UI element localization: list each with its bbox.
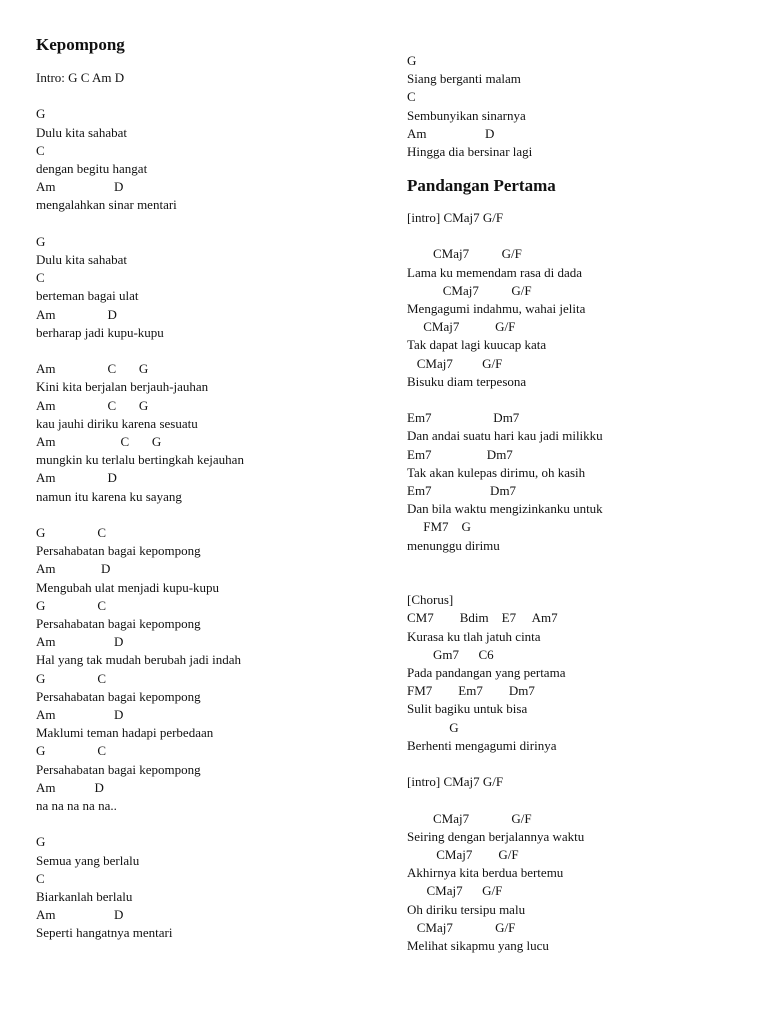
lyric-line: Em7 Dm7	[407, 410, 520, 426]
lyric-line: Am D	[36, 634, 124, 650]
lyric-line: C	[36, 270, 45, 286]
lyric-line: Am D	[36, 470, 117, 486]
lyric-line: Am D	[36, 907, 124, 923]
lyric-line: Dan bila waktu mengizinkanku untuk	[407, 501, 603, 517]
lyric-line: Kurasa ku tlah jatuh cinta	[407, 628, 541, 644]
lyric-line: Am D	[36, 306, 117, 322]
lyric-line: G C	[36, 525, 107, 540]
lyric-line: Seperti hangatnya mentari	[36, 925, 173, 941]
lyric-line: CMaj7 G/F	[407, 883, 503, 899]
lyric-line: Berhenti mengagumi dirinya	[407, 737, 557, 753]
lyric-line: CMaj7 G/F	[407, 847, 519, 862]
lyric-line: C	[36, 142, 45, 158]
lyric-line: kau jauhi diriku karena sesuatu	[36, 415, 198, 431]
lyric-line: G	[36, 233, 46, 249]
lyric-line: Tak dapat lagi kuucap kata	[407, 337, 547, 353]
lyric-line: FM7 Em7 Dm7	[407, 683, 535, 699]
song-title-kepompong: Kepompong	[36, 35, 125, 54]
lyric-line: Am D	[36, 707, 124, 722]
lyric-line: CM7 Bdim E7 Am7	[407, 610, 558, 626]
lyric-line: FM7 G	[407, 519, 471, 535]
lyric-line: Pada pandangan yang pertama	[407, 665, 566, 680]
lyric-line: G	[36, 834, 46, 850]
lyric-line: Em7 Dm7	[407, 446, 513, 462]
lyric-line: Am D	[36, 179, 124, 195]
lyric-line: Sembunyikan sinarnya	[407, 107, 526, 123]
lyric-line: Persahabatan bagai kepompong	[36, 688, 201, 704]
lyric-line: Hingga dia bersinar lagi	[407, 144, 533, 159]
lyric-line: Biarkanlah berlalu	[36, 889, 133, 904]
lyric-line: [Chorus]	[407, 592, 454, 608]
lyric-line: CMaj7 G/F	[407, 810, 532, 826]
lyric-line: na na na na na..	[36, 798, 117, 813]
lyric-line: G C	[36, 670, 107, 686]
lyric-line: Oh diriku tersipu malu	[407, 901, 526, 917]
lyric-line: G	[36, 106, 46, 122]
lyric-line: Persahabatan bagai kepompong	[36, 543, 201, 559]
lyric-line: CMaj7 G/F	[407, 282, 532, 298]
lyric-line: Am D	[36, 779, 104, 795]
lyric-line: Melihat sikapmu yang lucu	[407, 938, 549, 953]
lyric-line: Persahabatan bagai kepompong	[36, 761, 201, 777]
lyric-line: Semua yang berlalu	[36, 852, 140, 868]
lyric-line: mungkin ku terlalu bertingkah kejauhan	[36, 452, 244, 468]
lyric-line: berteman bagai ulat	[36, 288, 139, 304]
lyric-line: Kini kita berjalan berjauh-jauhan	[36, 379, 209, 395]
lyric-line: C	[407, 89, 416, 105]
lyric-line: Hal yang tak mudah berubah jadi indah	[36, 652, 242, 668]
lyric-line: mengalahkan sinar mentari	[36, 197, 177, 213]
lyric-line: namun itu karena ku sayang	[36, 488, 182, 504]
lyric-line: Akhirnya kita berdua bertemu	[407, 865, 564, 881]
lyric-line: Em7 Dm7	[407, 483, 517, 498]
lyric-line: G C	[36, 743, 107, 759]
lyric-line: C	[36, 870, 45, 886]
lyric-line: CMaj7 G/F	[407, 319, 516, 335]
lyric-line: dengan begitu hangat	[36, 161, 148, 176]
lyric-line: CMaj7 G/F	[407, 246, 522, 262]
lyric-line: G	[407, 53, 417, 68]
lyric-line: Tak akan kulepas dirimu, oh kasih	[407, 464, 586, 480]
lyric-line: Intro: G C Am D	[36, 70, 125, 85]
lyric-line: Bisuku diam terpesona	[407, 373, 527, 389]
lyric-line: Am D	[407, 125, 495, 141]
lyric-line: Dulu kita sahabat	[36, 124, 127, 140]
lyric-line: Am C G	[36, 434, 162, 449]
lyric-line: berharap jadi kupu-kupu	[36, 324, 164, 340]
lyric-line: Lama ku memendam rasa di dada	[407, 264, 583, 280]
lyric-line: Persahabatan bagai kepompong	[36, 616, 201, 631]
lyric-line: Sulit bagiku untuk bisa	[407, 701, 528, 717]
song-title-pandangan-pertama: Pandangan Pertama	[407, 176, 556, 195]
lyric-line: Dan andai suatu hari kau jadi milikku	[407, 428, 603, 444]
lyric-line: Siang berganti malam	[407, 71, 521, 87]
lyric-line: CMaj7 G/F	[407, 919, 516, 935]
lyric-line: CMaj7 G/F	[407, 355, 503, 371]
lyric-line: Am D	[36, 561, 111, 577]
lyric-line: [intro] CMaj7 G/F	[407, 774, 504, 790]
lyric-line: Seiring dengan berjalannya waktu	[407, 828, 585, 844]
lyric-line: Mengubah ulat menjadi kupu-kupu	[36, 579, 220, 595]
lyric-line: G C	[36, 597, 107, 613]
lyric-line: Maklumi teman hadapi perbedaan	[36, 725, 214, 741]
lyric-line: G	[407, 719, 459, 735]
lyric-line: Dulu kita sahabat	[36, 252, 127, 267]
lyric-line: menunggu dirimu	[407, 537, 500, 553]
lyric-line: Mengagumi indahmu, wahai jelita	[407, 301, 586, 316]
lyric-line: [intro] CMaj7 G/F	[407, 210, 504, 225]
lyric-line: Am C G	[36, 361, 149, 377]
lyric-line: Am C G	[36, 397, 149, 413]
lyric-line: Gm7 C6	[407, 646, 494, 662]
